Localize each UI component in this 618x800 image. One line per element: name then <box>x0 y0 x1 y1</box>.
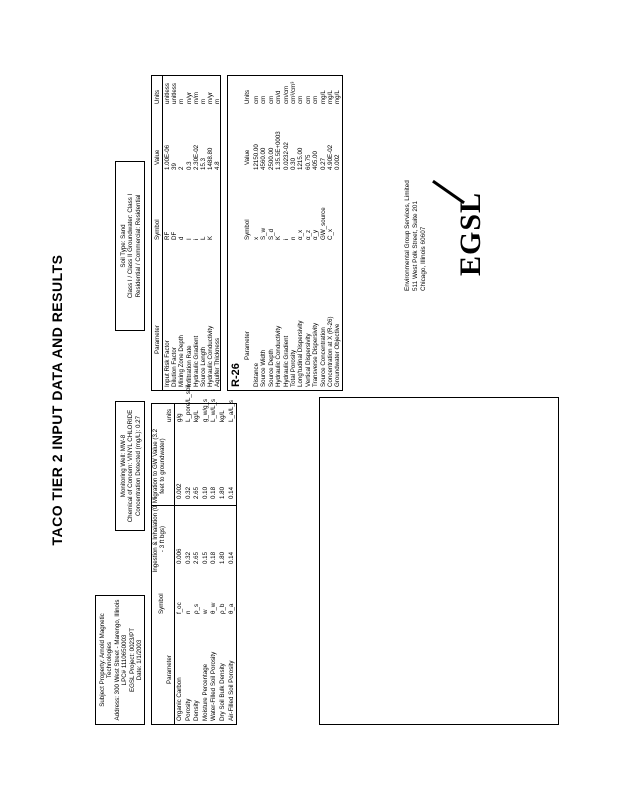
table-cell: 1488.80 <box>207 147 215 170</box>
table-row <box>184 384 193 724</box>
table-cell: Mixing Zone Depth <box>178 335 186 387</box>
header-rule <box>174 404 175 724</box>
table-cell: α_y <box>312 229 320 240</box>
table-cell: cm/cm <box>282 85 290 104</box>
table-cell: Dilution Factor <box>171 347 179 387</box>
table-cell: Distance <box>253 362 260 387</box>
table-cell: Source Depth <box>267 349 275 387</box>
table-cell: cm³/cm³ <box>290 81 297 104</box>
table-row <box>201 398 210 724</box>
table-cell: 1.35.5E+0003 <box>275 131 283 170</box>
table-cell: L_w/L_s <box>210 398 218 422</box>
date-line: Date: 1/1/2003 <box>136 639 144 681</box>
table-cell: 2.30E-02 <box>192 144 200 170</box>
table-cell: RF <box>164 231 171 240</box>
table-cell: K <box>207 235 215 240</box>
table-cell: Water-Filled Soil Porosity <box>210 651 218 721</box>
col-header-symbol: Symbol <box>158 593 165 614</box>
table-cell: m/m <box>192 91 200 104</box>
col-header-symbol: Symbol <box>244 219 251 240</box>
table-cell: cm <box>297 95 305 104</box>
col-header-units: units <box>166 408 173 422</box>
table-cell: 4.8 <box>214 161 222 170</box>
groundwater-class-line: Class I / Class II Groundwater: Class I <box>127 193 135 299</box>
table-cell: S_d <box>267 228 275 240</box>
table-row <box>219 404 227 724</box>
land-use-line: Residential / Commercial: Residential <box>134 194 142 298</box>
table-cell: 0.002 <box>176 483 183 499</box>
table-cell: 0.002 <box>334 154 342 170</box>
table-cell: L_a/L_s <box>227 399 235 422</box>
table-cell: mg/L <box>319 90 327 104</box>
address-line: Address: 300 West Street - Marengo, Illinois <box>113 599 121 721</box>
table-cell: mg/L <box>327 90 334 104</box>
table-cell: S_w <box>260 227 268 240</box>
table-cell: 39 <box>171 163 179 170</box>
table-cell: 0.32 <box>184 486 192 499</box>
col-header-parameter: Parameter <box>166 655 173 684</box>
table-row <box>193 404 201 724</box>
col-header-parameter: Parameter <box>244 331 251 360</box>
table-row <box>176 404 184 724</box>
col-header-units: Units <box>154 89 161 104</box>
table-cell: 2.65 <box>193 486 201 499</box>
table-cell: g/g <box>176 413 183 422</box>
table-cell: 0.18 <box>210 486 218 499</box>
table-cell: kg/L <box>193 410 201 422</box>
table-cell: 60.75 <box>304 154 312 170</box>
table-cell: Concentration at X (R-26) <box>327 316 334 387</box>
table-cell: 1.00E-06 <box>164 144 171 170</box>
table-cell: Air-Filled Soil Porosity <box>227 660 235 721</box>
monitoring-well-line: Monitoring Well: MW-8 <box>120 434 127 498</box>
soil-info-box <box>115 161 145 331</box>
table-cell: Infiltration Rate <box>185 345 193 387</box>
table-cell: θ_a <box>227 603 235 614</box>
col-header-units: Units <box>244 89 251 104</box>
table-cell: ρ_b <box>219 603 226 614</box>
table-cell: i <box>282 238 290 240</box>
table-cell: Aquifer Thickness <box>214 337 222 387</box>
header-rule <box>162 76 163 390</box>
chemical-info-box <box>115 401 145 531</box>
table-cell: 0.0232-02 <box>282 142 290 170</box>
table-cell: cm/d <box>275 90 283 104</box>
table-cell: mg/L <box>334 90 342 104</box>
table-cell: 0.18 <box>210 551 218 564</box>
table-cell: Source Length <box>200 346 207 387</box>
table-cell: K <box>275 235 283 240</box>
table-cell: 0.3 <box>185 161 193 170</box>
table-cell: g_w/g_s <box>201 398 209 422</box>
table-cell: 2.65 <box>193 551 201 564</box>
table-cell: Organic Carbon <box>176 677 183 721</box>
table-cell: unitless <box>164 83 171 104</box>
table-cell: cm <box>253 95 260 104</box>
table-cell: Density <box>193 700 201 721</box>
table-cell: Hydraulic Conductivity <box>275 325 283 387</box>
concentration-line: Concentration Detected (mg/L): 0.27 <box>134 415 142 517</box>
table-cell: 2 <box>178 166 186 170</box>
table-row <box>227 399 236 724</box>
table-cell: α_x <box>297 229 305 240</box>
soil-type-line: Soil Type: Sand <box>120 224 127 268</box>
table-cell: L_pore/L_soil <box>184 384 192 422</box>
table-cell: Total Porosity <box>290 349 297 387</box>
table-cell: m <box>200 98 207 104</box>
table-cell: Source Width <box>260 349 268 387</box>
table-cell: i <box>192 238 200 240</box>
table-cell: cm <box>267 95 275 104</box>
table-cell: GW_source <box>319 207 327 240</box>
table-cell: 0.14 <box>227 486 235 499</box>
table-cell: 2500.00 <box>267 147 275 170</box>
table-cell: Vertical Dispersivity <box>304 333 312 387</box>
table-cell: Hydraulic Conductivity <box>207 325 215 387</box>
chemical-line: Chemical of Concern: VINYL CHLORIDE <box>127 409 135 523</box>
table-row <box>214 76 222 390</box>
table-cell: Groundwater Objective <box>334 323 342 387</box>
table-cell: 1215.00 <box>297 147 305 170</box>
company-address <box>404 180 428 291</box>
table-cell: ρ_s <box>193 603 201 614</box>
soil-parameters-table <box>151 384 237 725</box>
company-name-line: Environmental Group Services, Limited <box>404 180 411 291</box>
r26-label: R-26 <box>230 363 242 387</box>
table-cell: L <box>200 236 207 240</box>
risk-parameters-table <box>151 75 221 391</box>
table-cell: θ_w <box>210 602 218 614</box>
table-row <box>334 76 342 390</box>
table-cell: Source Concentration <box>319 327 327 387</box>
table-cell: kg/L <box>219 410 226 422</box>
table-cell: 0.14 <box>227 551 235 564</box>
table-cell: Porosity <box>184 698 192 721</box>
table-cell: 1.80 <box>219 551 226 564</box>
table-cell: cm <box>304 95 312 104</box>
table-cell: unitless <box>171 83 179 104</box>
project-line: EGSL Project: 0023/PT <box>128 627 136 693</box>
table-cell: 12150.00 <box>253 144 260 170</box>
table-cell: Hydraulic Gradient <box>192 335 200 387</box>
egsl-logo: EGSL <box>454 191 487 276</box>
company-street-line: 511 West Polk Street, Suite 201 <box>412 201 419 291</box>
table-cell: m <box>178 98 186 104</box>
table-cell: 0.006 <box>176 548 183 564</box>
table-cell: m <box>214 98 222 104</box>
table-cell: cm <box>312 95 320 104</box>
table-cell: Dry Soil Bulk Density <box>219 663 226 721</box>
table-cell: C_x <box>327 228 334 240</box>
table-cell: 0.32 <box>184 551 192 564</box>
table-cell: x <box>253 236 260 240</box>
col-header-parameter: Parameter <box>154 325 161 354</box>
table-cell: Transverse Dispersivity <box>312 322 320 387</box>
table-cell: 4.90E-02 <box>327 144 334 170</box>
table-cell: f_oc <box>176 602 183 614</box>
table-cell: 15.3 <box>200 157 207 170</box>
table-cell: 405.00 <box>312 151 320 170</box>
table-cell: 1.80 <box>219 486 226 499</box>
table-cell: I <box>185 238 193 240</box>
table-cell: 0.15 <box>201 551 209 564</box>
table-cell: m/yr <box>185 91 193 104</box>
lpc-line: LPC# 1110650003 <box>121 634 129 686</box>
table-cell: 0.10 <box>201 486 209 499</box>
table-cell: w <box>201 609 209 614</box>
rotated-report-sheet <box>49 69 569 731</box>
table-cell: 0.27 <box>319 157 327 170</box>
table-cell: Hydraulic Gradient <box>282 335 290 387</box>
col-header-ingestion: Ingestion & Inhalation (0 - 3 ft bgs) <box>152 505 166 573</box>
table-cell: n <box>290 236 297 240</box>
table-cell: DF <box>171 231 179 240</box>
report-title: TACO TIER 2 INPUT DATA AND RESULTS <box>49 254 65 546</box>
company-city-line: Chicago, Illinois 60607 <box>420 226 427 291</box>
col-header-value: Value <box>244 149 251 165</box>
table-cell: n <box>184 610 192 614</box>
table-cell: α_z <box>304 229 312 240</box>
table-row <box>210 398 218 724</box>
col-header-migration: Migration to GW Value (3.2 feet to groundwater) <box>152 428 166 504</box>
col-header-value: Value <box>154 149 161 165</box>
property-info-box <box>95 595 145 725</box>
table-cell: d <box>178 236 186 240</box>
col-header-symbol: Symbol <box>154 219 161 240</box>
table-cell: Long'tudinal Dispersivity <box>297 320 305 387</box>
table-cell: m/yr <box>207 91 215 104</box>
table-cell: 0.30 <box>290 157 297 170</box>
table-cell: cm <box>260 95 268 104</box>
property-line: Subject Property: Arnold Magnetic Technologies <box>99 613 114 707</box>
table-cell: Moisture Percentage <box>201 663 209 721</box>
r26-table <box>227 75 343 391</box>
table-cell: 4560.00 <box>260 147 268 170</box>
table-cell: Input Risk Factor <box>164 340 171 387</box>
blank-graph-area <box>319 397 559 725</box>
